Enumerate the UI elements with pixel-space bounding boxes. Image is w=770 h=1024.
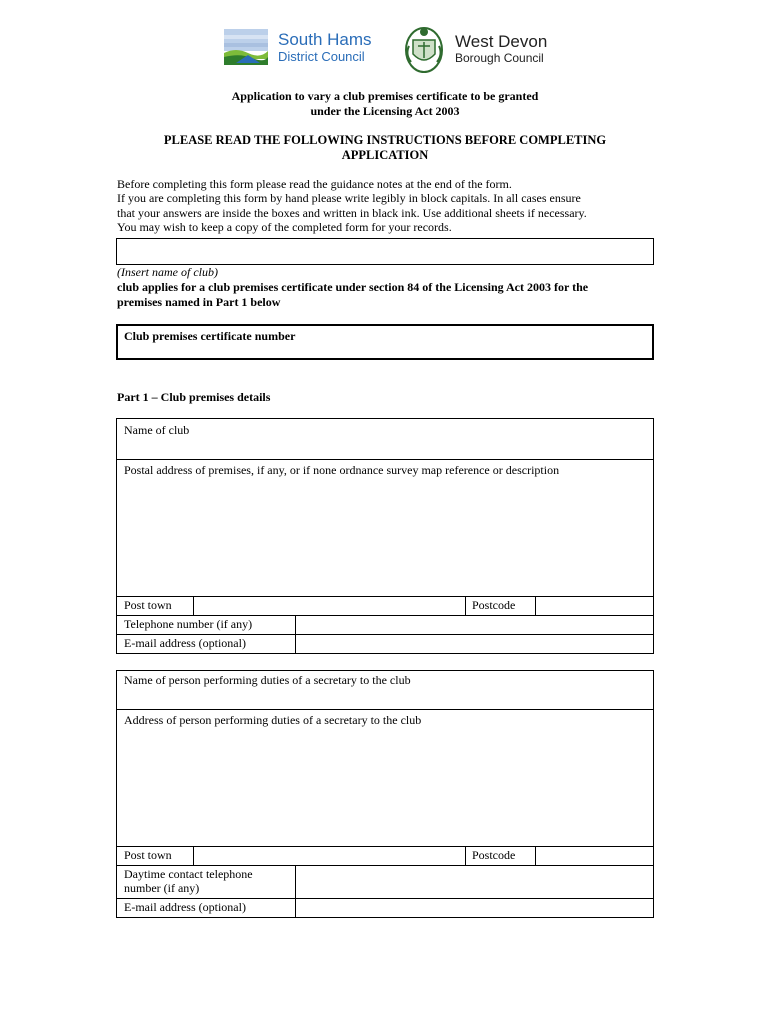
postal-address-field[interactable] [117,478,654,596]
form-title-line1: Application to vary a club premises certificate to be granted [231,89,539,103]
secretary-address-field[interactable] [117,728,654,846]
secretary-address-label: Address of person performing duties of a secretary to the club [124,713,422,727]
secretary-email-field[interactable] [296,899,654,918]
club-name-field[interactable] [117,419,654,459]
west-devon-logo [403,24,563,76]
postcode-label: Postcode [472,598,516,612]
west-devon-crest-icon [403,24,445,74]
intro-line: You may wish to keep a copy of the completed form for your records. [117,220,452,234]
intro-line: that your answers are inside the boxes and written in black ink. Use additional sheets if necessary. [117,206,587,220]
secretary-post-town-field[interactable] [194,847,465,865]
secretary-name-label: Name of person performing duties of a secretary to the club [124,673,411,687]
intro-line: If you are completing this form by hand please write legibly in block capitals. In all cases ensure [117,191,581,205]
south-hams-logo [222,27,394,71]
west-devon-name: West Devon [455,32,548,51]
email-label: E-mail address (optional) [124,636,246,650]
email-field[interactable] [296,635,654,654]
secretary-email-label: E-mail address (optional) [124,900,246,914]
certificate-number-field[interactable] [116,324,654,360]
telephone-field[interactable] [296,616,654,634]
part1-heading: Part 1 – Club premises details [117,390,271,404]
form-title-line2: under the Licensing Act 2003 [310,104,460,118]
club-name-input[interactable] [116,238,654,265]
certificate-number-label: Club premises certificate number [124,329,296,343]
secretary-telephone-label-line1: Daytime contact telephone [124,867,253,881]
secretary-postcode-field[interactable] [536,847,654,865]
club-name-hint: (Insert name of club) [117,265,218,279]
postcode-field[interactable] [536,597,654,615]
post-town-label: Post town [124,598,172,612]
instructions-heading-line1: PLEASE READ THE FOLLOWING INSTRUCTIONS BEFORE COMPLETING [163,133,607,147]
applies-text-line2: premises named in Part 1 below [117,295,281,309]
instructions-heading-line2: APPLICATION [341,148,429,162]
secretary-telephone-label-line2: number (if any) [124,881,200,895]
secretary-postcode-label: Postcode [472,848,516,862]
intro-line: Before completing this form please read the guidance notes at the end of the form. [117,177,512,191]
south-hams-emblem-icon [222,27,272,69]
west-devon-subtitle: Borough Council [455,51,544,65]
club-name-label: Name of club [124,423,190,437]
south-hams-name: South Hams [278,30,372,49]
secretary-telephone-field[interactable] [296,866,654,898]
secretary-name-field[interactable] [117,688,654,709]
post-town-field[interactable] [194,597,465,615]
applies-text-line1: club applies for a club premises certificate under section 84 of the Licensing Act 2003 for the [117,280,589,294]
secretary-post-town-label: Post town [124,848,172,862]
telephone-label: Telephone number (if any) [124,617,253,631]
postal-address-label: Postal address of premises, if any, or if none ordnance survey map reference or description [124,463,560,477]
south-hams-subtitle: District Council [278,49,365,64]
